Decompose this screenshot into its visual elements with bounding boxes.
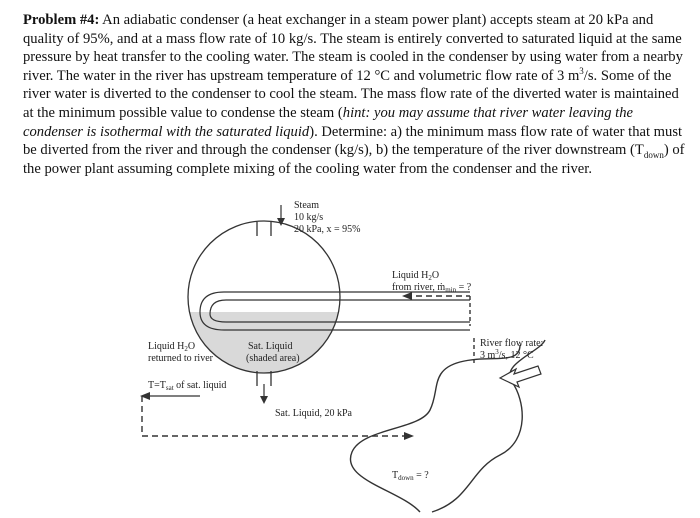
mdot-min-label: from river, ṁ$_{min}$ = ? (392, 282, 472, 294)
problem-text-4: ) of the power plant assuming complete mixing of the cooling water from the condenser and the river. (23, 142, 685, 177)
outlet-state-label: Sat. Liquid, 20 kPa (275, 408, 352, 419)
tdown-label: $T_{down}$ = ? (392, 470, 429, 482)
unit-superscript: 3 (579, 65, 584, 76)
outlet-arrow (260, 396, 268, 404)
problem-heading: Problem #4: (23, 12, 100, 28)
steam-state-label: 20 kPa, x = 95% (294, 224, 361, 235)
mixing-arrow (404, 432, 414, 440)
sat-liquid-label: Sat. Liquid (248, 341, 293, 352)
river-inlet-arrow (402, 292, 412, 300)
river-flow-value: 3 $m^3/s$, 12 °C (480, 348, 534, 361)
problem-text-1: An adiabatic condenser (a heat exchanger in a steam power plant) accepts steam at 20 kPa and quality of 95%, and at a mass flow rate of 10 kg/s. The steam is entirely converted to saturated liquid at the same pressure by heat transfer to the cooling water. The steam is cooled in the condenser by using water from a nearby river. The water in the river has upstream temperature of 12 °C and volumetric flow rate of 3 m (23, 12, 683, 84)
t-sat-label: $T=T_{sat}$ of sat. liquid (148, 380, 227, 392)
river-bank-left (350, 345, 520, 512)
returned-to-river-label: returned to river (148, 353, 213, 364)
steam-label: Steam (294, 200, 319, 211)
liquid-returned-label: Liquid $H_2O$ (148, 341, 196, 353)
problem-hint: hint: you may assume that river water leaving the condenser is isothermal with the saturated liquid (23, 104, 633, 140)
liquid-from-river-label: Liquid $H_2O$ (392, 270, 440, 282)
problem-text-2: /s. Some of the river water is diverted to the condenser to cool the steam. The mass flow rate of the diverted water is maintained at the minimum possible value to condense the steam ( (23, 67, 679, 121)
steam-inlet-pipe (257, 222, 271, 236)
river-flow-arrow (500, 366, 541, 387)
steam-flow-label: 10 kg/s (294, 212, 324, 223)
problem-text-3: ). Determine: a) the minimum mass flow rate of water that must be diverted from the river and through the condenser (kg/s), b) the temperature of the river downstream (T (23, 123, 683, 159)
tdown-subscript: down (643, 150, 664, 161)
shaded-area-label: (shaded area) (246, 353, 300, 364)
river-flow-label: River flow rate: (480, 338, 544, 349)
